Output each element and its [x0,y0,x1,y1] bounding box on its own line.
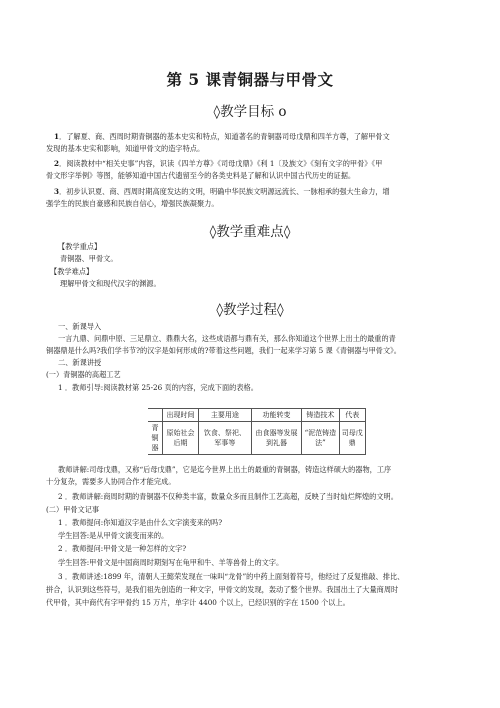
table-header-use: 主要用途 [199,409,252,422]
difficulty-label: 【教学难点】 [50,267,94,276]
table-row-label: 青铜器 [148,422,163,455]
lecture3-line1: 3 ．教师讲述:1899 年，清朝人王懿荣发现在一味叫“龙骨”的中药上面刻着符号，他经过了反复推敲、排比、 [58,572,405,581]
goal-text: ．初步认识夏、商、西周时期高度发达的文明，明确中华民族文明源远流长、一脉相承的强大生命力，增 [59,187,390,196]
lesson-title: 第 5 课青铜器与甲骨文 [166,70,334,89]
table-header-representative: 代表 [339,409,365,422]
table-header-function: 功能转变 [251,409,302,422]
goal-item-2-cont: 骨文形字举例》等图，能够知道中国古代遗留至今的各类史料是了解和认识中国古代历史的证据。 [46,170,356,180]
subsection-bronze: (一）青铜器的高超工艺 [46,370,121,379]
explain1-line2: 十分复杂，需要多人协同合作才能完成。 [46,477,176,486]
key-point-label: 【教学重点】 [58,242,102,251]
teacher-guide: 1 ．教师引导:阅读教材第 25-26 页的内容，完成下面的表格。 [58,383,258,392]
question-2: 2 ．教师提问:甲骨文是一种怎样的文字? [58,544,187,553]
table-cell-technique: “泥范铸造法” [302,422,339,455]
intro-text-line1: 一言九鼎、问鼎中原、三足鼎立、鼎鼎大名，这些成语都与鼎有关，那么你知道这个世界上出土的最重的青 [58,334,396,343]
table-cell-function: 由食器等发展到礼器 [251,422,302,455]
table-cell-time: 原始社会后期 [163,422,199,455]
difficulty-text: 理解甲骨文和现代汉字的渊源。 [60,279,161,288]
table-cell-use: 饮食、祭祀、军事等 [199,422,252,455]
bronze-table [148,408,366,455]
key-point-text: 青铜器、甲骨文。 [60,254,118,263]
goal-item-1 [54,131,390,143]
subsection-oracle: (二）甲骨文记事 [46,505,100,514]
lecture3-line2: 拼合，认识到这些符号，是我们祖先创造的一种文字，甲骨文的发现，轰动了整个世界。我国出土了大量商周时 [46,585,399,594]
goal-number: 3 [54,187,60,196]
section-heading-goals: ◊教学目标 o [213,104,287,120]
goal-item-3-cont: 强学生的民族自豪感和民族自信心，增强民族凝聚力。 [46,198,219,208]
goal-number: 1 [54,132,60,141]
goal-item-2 [54,158,382,170]
goal-number: 2 [54,159,60,168]
question-1: 1 ．教师提问:你知道汉字是由什么文字演变来的吗? [58,518,223,527]
goal-item-1-cont: 发现的基本史实和影响，知道甲骨文的造字特点。 [46,143,205,153]
lecture3-line3: 代甲骨，其中商代有字甲骨约 15 万片，单字计 4400 个以上，已经识别的字在 1500 个以上。 [46,598,350,607]
explain1-line1: 教师讲解:司母戊鼎，又称“后母戊鼎”，它是迄今世界上出土的最重的青铜器，铸造这样硕大的器物，工序 [58,465,392,474]
new-lesson-heading: 二、新课讲授 [58,358,102,367]
section-heading-process: ◊教学过程◊ [216,302,284,318]
table-side-header [148,409,163,422]
table-header-technique: 铸造技术 [302,409,339,422]
explain2: 2 ．教师讲解:商周时期的青铜器不仅种类丰富，数量众多而且制作工艺高超，反映了当时灿烂辉煌的文明。 [58,492,398,501]
answer-1: 学生回答:是从甲骨文演变而来的。 [58,531,169,540]
section-heading-keypoints: ◊教学重难点◊ [209,224,291,240]
goal-item-3 [54,186,390,198]
goal-text: ．阅读教材中“相关史事”内容，识读《四羊方尊》《司母戊鼎》《利 1〔及族文》《刻有文字的甲骨》《甲 [59,159,383,168]
answer-2: 学生回答:甲骨文是中国商周时期刻写在龟甲和牛、羊等兽骨上的文字。 [58,558,284,567]
intro-heading: 一、新课导入 [58,322,102,331]
goal-text: ．了解夏、商、西周时期青铜器的基本史实和特点，知道著名的青铜器司母戊鼎和四羊方尊，了解甲骨文 [59,132,390,141]
intro-text-line2: 铜器鼎是什么吗?我们学书节?的汉字是如何形成的?带着这些问题，我们一起来学习第 5 课《青铜器与甲骨文》。 [46,346,401,355]
table-header-time: 出现时间 [163,409,199,422]
table-cell-representative: 司母戊鼎 [339,422,365,455]
